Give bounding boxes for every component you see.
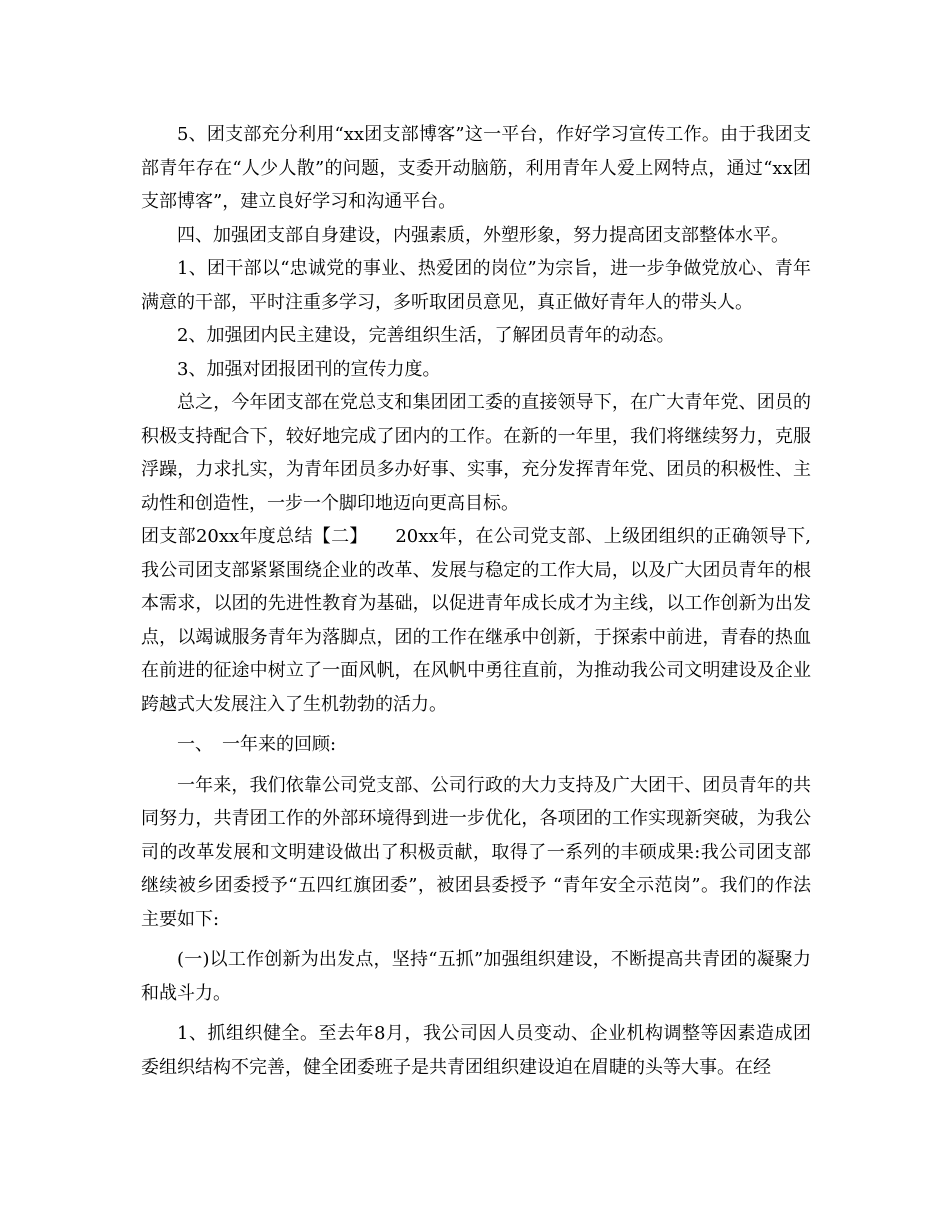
paragraph-review-heading: 一、 一年来的回顾: — [177, 734, 337, 755]
paragraph-part-two-intro: 团支部20xx年度总结【二】 20xx年，在公司党支部、上级团组织的正确领导下,我公司团支部紧紧围绕企业的改革、发展与稳定的工作大局，以及广大团员青年的根本需求，以团的先进性教育为基础，以促进青年成长成才为主线，以工作创新为出发点，以竭诚服务青年为落脚点，团的工作在继承中创新，于探索中前进，青春的热血在前进的征途中树立了一面风帆，在风帆中勇往直前，为推动我公司文明建设及企业跨越式大发展注入了生机勃勃的活力。 — [141, 526, 811, 715]
paragraph-blog-platform: 5、团支部充分利用“xx团支部博客”这一平台，作好学习宣传工作。由于我团支部青年存在“人少人散”的问题，支委开动脑筋，利用青年人爱上网特点，通过“xx团支部博客”，建立良好学习和沟通平台。 — [141, 124, 811, 212]
paragraph-democracy: 2、加强团内民主建设，完善组织生活，了解团员青年的动态。 — [177, 325, 675, 346]
paragraph-summary: 总之，今年团支部在党总支和集团团工委的直接领导下，在广大青年党、团员的积极支持配合下，较好地完成了团内的工作。在新的一年里，我们将继续努力，克服浮躁，力求扎实，为青年团员多办好事、实事，充分发挥青年党、团员的积极性、主动性和创造性，一步一个脚印地迈向更高目标。 — [141, 392, 811, 514]
paragraph-section-four: 四、加强团支部自身建设，内强素质，外塑形象，努力提高团支部整体水平。 — [177, 224, 789, 246]
document-body — [141, 118, 811, 1084]
paragraph-organization: 1、抓组织健全。至去年8月，我公司因人员变动、企业机构调整等因素造成团委组织结构不完善，健全团委班子是共青团组织建设迫在眉睫的头等大事。在经 — [141, 1023, 811, 1078]
paragraph-publicity: 3、加强对团报团刊的宣传力度。 — [177, 358, 441, 380]
paragraph-innovation: (一)以工作创新为出发点，坚持“五抓”加强组织建设，不断提高共青团的凝聚力和战斗力。 — [141, 949, 811, 1004]
paragraph-review-body: 一年来，我们依靠公司党支部、公司行政的大力支持及广大团干、团员青年的共同努力，共青团工作的外部环境得到进一步优化，各项团的工作实现新突破，为我公司的改革发展和文明建设做出了积极贡献，取得了一系列的丰硕成果:我公司团支部继续被乡团委授予“五四红旗团委”，被团县委授予 “青年安全示范岗”。我们的作法主要如下: — [141, 774, 811, 930]
paragraph-cadre: 1、团干部以“忠诚党的事业、热爱团的岗位”为宗旨，进一步争做党放心、青年满意的干部，平时注重多学习，多听取团员意见，真正做好青年人的带头人。 — [141, 258, 811, 313]
